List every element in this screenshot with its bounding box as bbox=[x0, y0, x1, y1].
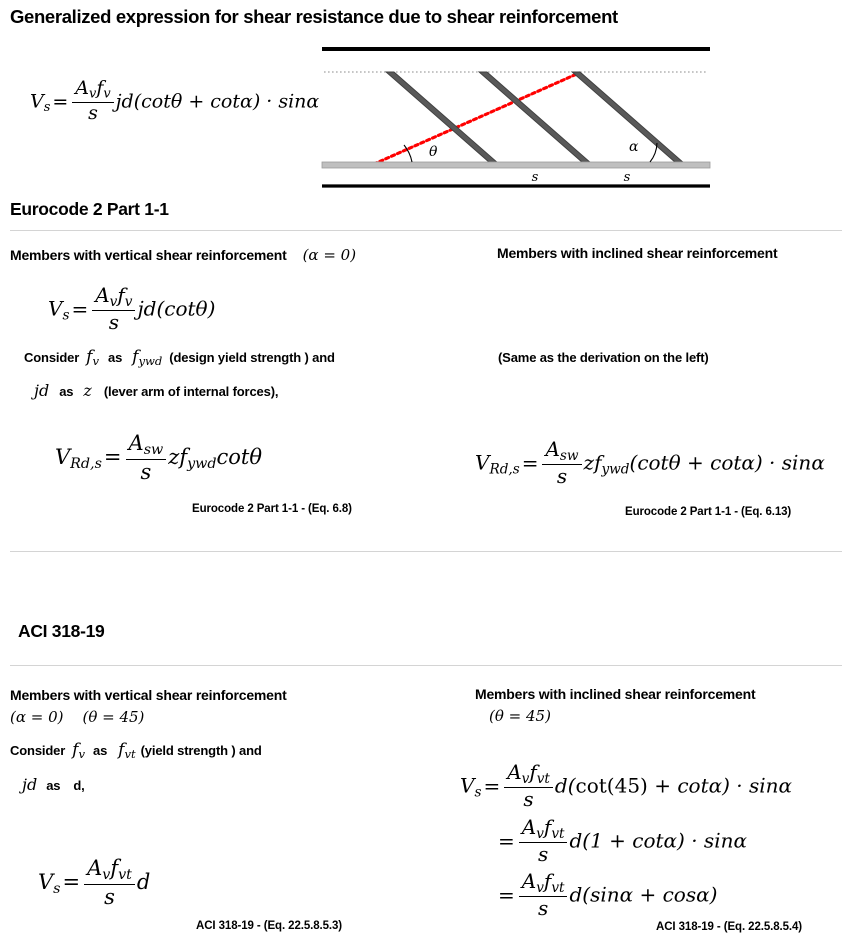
eurocode-left-consider-line-2 bbox=[34, 383, 278, 399]
top-equation-tail: jd(cotθ + cotα) · sinα bbox=[115, 90, 320, 113]
eurocode-left-consider-line-1 bbox=[24, 349, 335, 368]
eq4-num-A: A bbox=[87, 855, 103, 880]
consider-sym-fywd: $f_{ywd}$ bbox=[132, 347, 163, 369]
eq5-num-A: A bbox=[507, 759, 522, 784]
eq4-fraction bbox=[84, 857, 135, 908]
aci-left-equation bbox=[38, 855, 151, 909]
aci-consider-sym-jd: jd bbox=[22, 775, 38, 794]
eurocode-right-note: (Same as the derivation on the left) bbox=[498, 350, 709, 365]
consider-as-1: as bbox=[107, 350, 123, 365]
eq7-fraction bbox=[519, 868, 568, 920]
eq7-equals: = bbox=[498, 882, 515, 907]
divider-aci bbox=[10, 665, 842, 666]
eq3-den: s bbox=[556, 463, 568, 488]
eurocode-right-heading: Members with inclined shear reinforcement bbox=[497, 245, 778, 261]
spacing-label-1: s bbox=[531, 170, 539, 185]
aci-left-condition-alpha: (α = 0) bbox=[10, 708, 64, 726]
eurocode-left-equation-1 bbox=[48, 282, 216, 334]
eq5-den: s bbox=[523, 786, 534, 811]
eurocode-left-equation-2 bbox=[55, 430, 262, 484]
reinforcement-bar-3 bbox=[572, 72, 684, 163]
top-equation-fraction bbox=[72, 76, 113, 125]
eurocode-right-caption: Eurocode 2 Part 1-1 - (Eq. 6.13) bbox=[625, 506, 792, 518]
eq2-equals: = bbox=[103, 445, 122, 470]
top-equation-num-A-sub: v bbox=[89, 86, 97, 102]
eq2-f-sub: ywd bbox=[187, 456, 217, 472]
eurocode-left-heading-row bbox=[10, 247, 356, 263]
eurocode-left-condition: (α = 0) bbox=[302, 246, 357, 264]
eq5-fraction bbox=[504, 759, 553, 811]
eq5-equals: = bbox=[483, 773, 501, 798]
eq4-tail: d bbox=[136, 870, 151, 895]
aci-consider-as-2: as bbox=[46, 778, 61, 793]
eq2-fraction bbox=[126, 432, 167, 483]
eurocode-left-caption: Eurocode 2 Part 1-1 - (Eq. 6.8) bbox=[192, 503, 352, 515]
bottom-chord bbox=[322, 162, 710, 168]
eq5-d: d( bbox=[554, 773, 576, 798]
eq1-num-f-sub: v bbox=[124, 293, 133, 310]
aci-right-equation-line-3 bbox=[496, 868, 718, 920]
eq6-fraction bbox=[519, 814, 568, 866]
eq4-num-f: f bbox=[110, 855, 119, 880]
diagram-svg bbox=[316, 44, 716, 192]
eq4-num-A-sub: v bbox=[102, 866, 111, 883]
eq4-equals: = bbox=[62, 870, 81, 895]
aci-left-consider-line-2 bbox=[22, 777, 85, 793]
eq2-num-A: A bbox=[128, 430, 144, 455]
eq3-f-sub: ywd bbox=[601, 461, 630, 478]
eq7-num-A-sub: v bbox=[536, 879, 544, 896]
eq3-equals: = bbox=[521, 450, 539, 475]
eq2-f: f bbox=[179, 445, 188, 470]
eq6-tail: d(1 + cotα) · sinα bbox=[569, 828, 747, 853]
reinforcement-bar-2 bbox=[479, 72, 591, 163]
top-equation-lhs: V bbox=[30, 90, 44, 113]
consider-desc-1: (design yield strength ) and bbox=[169, 350, 335, 365]
eq7-num-A: A bbox=[521, 868, 537, 893]
eq1-num-A-sub: v bbox=[109, 293, 118, 310]
eq3-fraction bbox=[542, 436, 581, 488]
eq1-lhs: V bbox=[48, 296, 63, 321]
aci-right-heading: Members with inclined shear reinforcement bbox=[475, 686, 756, 702]
eq1-equals: = bbox=[71, 296, 89, 321]
top-equation-num-A: A bbox=[75, 76, 90, 99]
eurocode-right-equation bbox=[475, 436, 825, 488]
top-equation-lhs-sub: s bbox=[43, 100, 51, 116]
eq4-den: s bbox=[104, 884, 115, 909]
aci-right-caption: ACI 318-19 - (Eq. 22.5.8.5.4) bbox=[656, 921, 803, 933]
eq1-tail: jd(cotθ) bbox=[137, 296, 216, 321]
aci-consider-sym-fv: $f_v$ bbox=[72, 740, 85, 762]
aci-left-condition-theta: (θ = 45) bbox=[82, 708, 145, 726]
top-equation-num-f: f bbox=[96, 76, 104, 99]
eq3-z: z bbox=[583, 450, 595, 475]
consider-desc-2: (lever arm of internal forces), bbox=[103, 384, 279, 399]
eurocode-left-heading: Members with vertical shear reinforcement bbox=[10, 247, 287, 263]
aci-left-heading: Members with vertical shear reinforcement bbox=[10, 687, 287, 703]
eq3-num-A: A bbox=[545, 436, 560, 461]
eq7-den: s bbox=[537, 895, 549, 920]
eq2-num-A-sub: sw bbox=[143, 441, 164, 458]
top-equation bbox=[30, 76, 320, 125]
aci-consider-as-1: as bbox=[92, 743, 108, 758]
top-equation-num-f-sub: v bbox=[103, 86, 111, 102]
consider-label: Consider bbox=[24, 350, 80, 365]
aci-consider-sym-fvt: $f_{vt}$ bbox=[118, 740, 136, 762]
aci-right-equation-line-2 bbox=[496, 814, 747, 866]
eq3-lhs-sub: Rd,s bbox=[489, 461, 520, 478]
consider-sym-jd: jd bbox=[34, 381, 50, 400]
eq2-z: z bbox=[168, 445, 180, 470]
aci-consider-label: Consider bbox=[10, 743, 66, 758]
eq3-f: f bbox=[594, 450, 602, 475]
eq2-den: s bbox=[140, 459, 152, 484]
eq6-num-A-sub: v bbox=[536, 825, 544, 842]
eq4-lhs-sub: s bbox=[53, 881, 61, 897]
eq7-num-f-sub: vt bbox=[551, 879, 565, 896]
aci-consider-desc-2: d, bbox=[73, 778, 85, 793]
aci-left-caption: ACI 318-19 - (Eq. 22.5.8.5.3) bbox=[196, 920, 343, 932]
section-heading-eurocode: Eurocode 2 Part 1-1 bbox=[10, 199, 169, 219]
eq5-num-f: f bbox=[529, 759, 537, 784]
eq5-lhs: V bbox=[460, 773, 475, 798]
eq3-rest: (cotθ + cotα) · sinα bbox=[629, 450, 825, 475]
top-equation-den: s bbox=[88, 102, 98, 125]
eq1-lhs-sub: s bbox=[62, 307, 70, 324]
eq7-tail: d(sinα + cosα) bbox=[569, 882, 718, 907]
eq5-lhs-sub: s bbox=[474, 784, 482, 801]
eq5-num-f-sub: vt bbox=[536, 770, 550, 787]
eq2-rest: cotθ bbox=[216, 445, 262, 470]
eq2-lhs: V bbox=[55, 445, 71, 470]
eq6-num-f-sub: vt bbox=[551, 825, 565, 842]
eq7-num-f: f bbox=[543, 868, 552, 893]
aci-left-conditions bbox=[10, 710, 144, 725]
aci-right-equation-line-1 bbox=[460, 759, 793, 811]
section-heading-aci: ACI 318-19 bbox=[18, 621, 105, 641]
shear-reinforcement-diagram bbox=[316, 44, 716, 197]
eq2-lhs-sub: Rd,s bbox=[70, 456, 102, 472]
eq1-num-A: A bbox=[95, 282, 110, 307]
eq6-num-f: f bbox=[543, 814, 552, 839]
consider-sym-z: z bbox=[83, 381, 92, 400]
aci-consider-desc-1: (yield strength ) and bbox=[140, 743, 262, 758]
eq6-den: s bbox=[537, 841, 549, 866]
aci-right-condition-theta: (θ = 45) bbox=[489, 707, 551, 725]
spacing-label-2: s bbox=[623, 170, 631, 185]
eq4-lhs: V bbox=[38, 870, 54, 895]
divider-eurocode bbox=[10, 230, 842, 231]
eq5-num-A-sub: v bbox=[521, 770, 530, 787]
top-equation-equals: = bbox=[52, 90, 69, 113]
aci-left-consider-line-1 bbox=[10, 742, 262, 761]
eq1-num-f: f bbox=[117, 282, 125, 307]
eq1-fraction bbox=[92, 282, 135, 334]
divider-eurocode-bottom bbox=[10, 551, 842, 552]
alpha-label: α bbox=[629, 139, 639, 155]
eq3-num-A-sub: sw bbox=[559, 447, 579, 464]
eq1-den: s bbox=[108, 309, 119, 334]
theta-label: θ bbox=[429, 144, 438, 160]
eq6-equals: = bbox=[498, 828, 515, 853]
eq5-cot45: cot(45) bbox=[575, 773, 648, 798]
eq3-lhs: V bbox=[475, 450, 490, 475]
eq6-num-A: A bbox=[521, 814, 537, 839]
eq4-num-f-sub: vt bbox=[118, 866, 132, 883]
eq5-rest: + cotα) · sinα bbox=[647, 773, 793, 798]
consider-sym-fv: $f_v$ bbox=[86, 347, 99, 369]
consider-as-2: as bbox=[59, 384, 74, 399]
page-title: Generalized expression for shear resistance due to shear reinforcement bbox=[10, 6, 618, 27]
